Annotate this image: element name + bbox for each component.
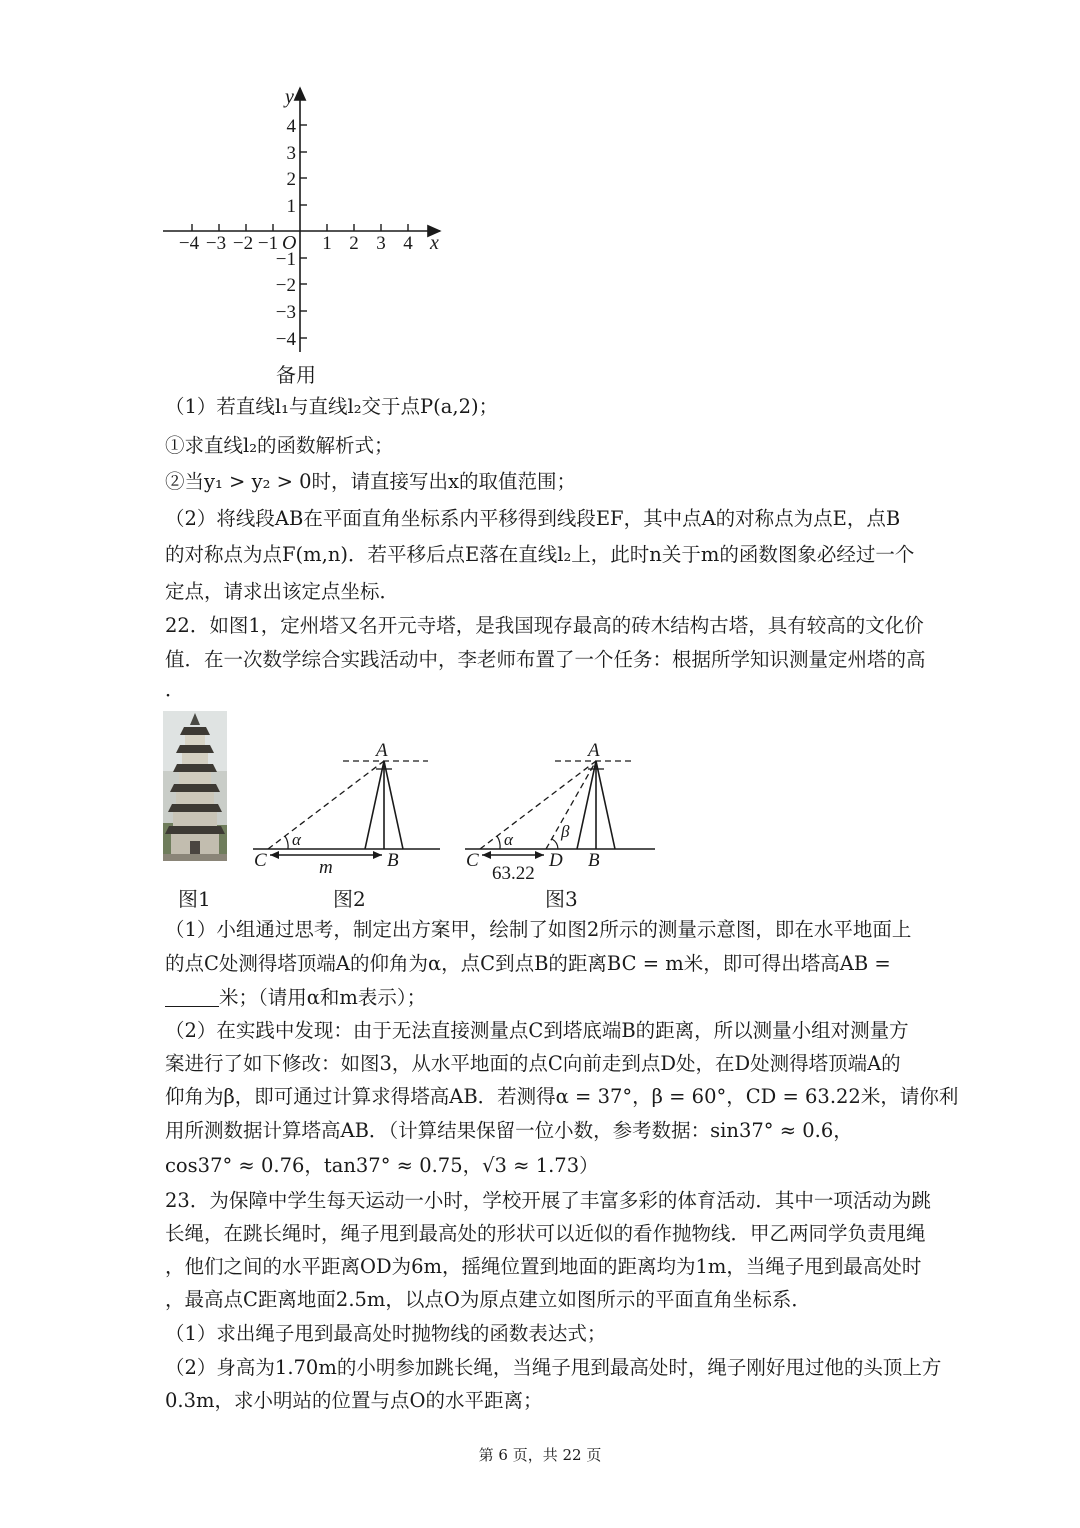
text-line: ，他们之间的水平距离OD为6m，摇绳位置到地面的距离均为1m，当绳子甩到最高处时 — [165, 1255, 922, 1278]
tower-figures — [0, 705, 1080, 905]
fig3-label-c: C — [466, 850, 479, 871]
fig2-caption: 图2 — [333, 887, 366, 911]
x-tick: 3 — [376, 233, 386, 254]
text-line: ． — [165, 678, 185, 701]
fig3-label-a: A — [588, 740, 600, 761]
fig2-label-b: B — [387, 850, 399, 871]
y-axis-label: y — [285, 86, 294, 108]
text-line: （1）小组通过思考，制定出方案甲，绘制了如图2所示的测量示意图，即在水平地面上 — [165, 918, 912, 941]
text-line: ②当y₁ > y₂ > 0时，请直接写出x的取值范围； — [165, 470, 577, 493]
y-tick: 3 — [286, 143, 296, 164]
text-line: 22．如图1，定州塔又名开元寺塔，是我国现存最高的砖木结构古塔，具有较高的文化价 — [165, 614, 924, 637]
fig2-label-m: m — [319, 857, 333, 878]
x-tick: −4 — [178, 233, 200, 254]
y-tick: −2 — [275, 275, 296, 296]
fig3-label-b: B — [588, 850, 600, 871]
y-tick: −3 — [275, 302, 296, 323]
text-line: （2）在实践中发现：由于无法直接测量点C到塔底端B的距离，所以测量小组对测量方 — [165, 1019, 909, 1042]
text-line: 用所测数据计算塔高AB．（计算结果保留一位小数，参考数据：sin37° ≈ 0.6， — [165, 1119, 853, 1142]
x-tick: −2 — [232, 233, 254, 254]
fig2-label-alpha: α — [292, 830, 301, 849]
text-line: 值．在一次数学综合实践活动中，李老师布置了一个任务：根据所学知识测量定州塔的高 — [165, 648, 926, 671]
x-tick: 4 — [403, 233, 413, 254]
answer-blank — [165, 988, 219, 1007]
page-footer: 第 6 页，共 22 页 — [478, 1446, 602, 1464]
coord-plane-caption: 备用 — [276, 363, 316, 387]
text-line: 长绳，在跳长绳时，绳子甩到最高处的形状可以近似的看作抛物线．甲乙两同学负责甩绳 — [165, 1222, 926, 1245]
fig3-label-d: D — [549, 850, 563, 871]
figure-3-diagram — [465, 761, 655, 859]
x-axis-label: x — [430, 232, 439, 254]
text-line: 的对称点为点F(m,n)．若平移后点E落在直线l₂上，此时n关于m的函数图象必经过一个 — [165, 543, 915, 566]
text-line: ，最高点C距离地面2.5m，以点O为原点建立如图所示的平面直角坐标系． — [165, 1288, 811, 1311]
answer-line — [165, 986, 426, 1010]
coordinate-plane — [0, 0, 1080, 400]
y-tick: 1 — [286, 196, 296, 217]
pagoda-photo — [163, 711, 227, 861]
text-line: （2）身高为1.70m的小明参加跳长绳，当绳子甩到最高处时，绳子刚好甩过他的头顶上方 — [165, 1356, 942, 1379]
fig3-label-beta: β — [561, 822, 570, 841]
fig3-label-alpha: α — [504, 830, 513, 849]
x-tick: 1 — [322, 233, 332, 254]
y-tick: −4 — [275, 329, 296, 350]
text-line: 23．为保障中学生每天运动一小时，学校开展了丰富多彩的体育活动．其中一项活动为跳 — [165, 1189, 931, 1212]
text-line: （2）将线段AB在平面直角坐标系内平移得到线段EF，其中点A的对称点为点E，点B — [165, 507, 901, 530]
fig2-label-a: A — [376, 740, 388, 761]
text-line: ①求直线l₂的函数解析式； — [165, 434, 394, 457]
fig2-label-c: C — [254, 850, 267, 871]
y-tick: 2 — [286, 169, 296, 190]
text-line: 米；（请用α和m表示）； — [219, 986, 427, 1009]
y-tick: 4 — [286, 116, 296, 137]
origin-label: O — [282, 232, 297, 254]
text-line: （1）求出绳子甩到最高处时抛物线的函数表达式； — [165, 1322, 607, 1345]
text-line: cos37° ≈ 0.76，tan37° ≈ 0.75，√3 ≈ 1.73） — [165, 1154, 599, 1177]
x-tick: 2 — [349, 233, 359, 254]
figure-2-diagram — [253, 761, 440, 859]
text-line: 案进行了如下修改：如图3，从水平地面的点C向前走到点D处，在D处测得塔顶端A的 — [165, 1052, 901, 1075]
text-line: （1）若直线l₁与直线l₂交于点P(a,2)； — [165, 395, 499, 418]
fig3-caption: 图3 — [545, 887, 578, 911]
text-line: 0.3m，求小明站的位置与点O的水平距离； — [165, 1389, 543, 1412]
fig1-caption: 图1 — [178, 887, 211, 911]
x-tick: −3 — [205, 233, 227, 254]
y-tick: −1 — [275, 249, 296, 270]
text-line: 仰角为β，即可通过计算求得塔高AB．若测得α = 37°，β = 60°，CD = 63.22米，请你利 — [165, 1085, 959, 1108]
x-tick: −1 — [257, 233, 279, 254]
text-line: 的点C处测得塔顶端A的仰角为α，点C到点B的距离BC = m米，即可得出塔高AB = — [165, 952, 891, 975]
fig3-label-cd: 63.22 — [492, 863, 535, 884]
text-line: 定点，请求出该定点坐标． — [165, 580, 400, 603]
